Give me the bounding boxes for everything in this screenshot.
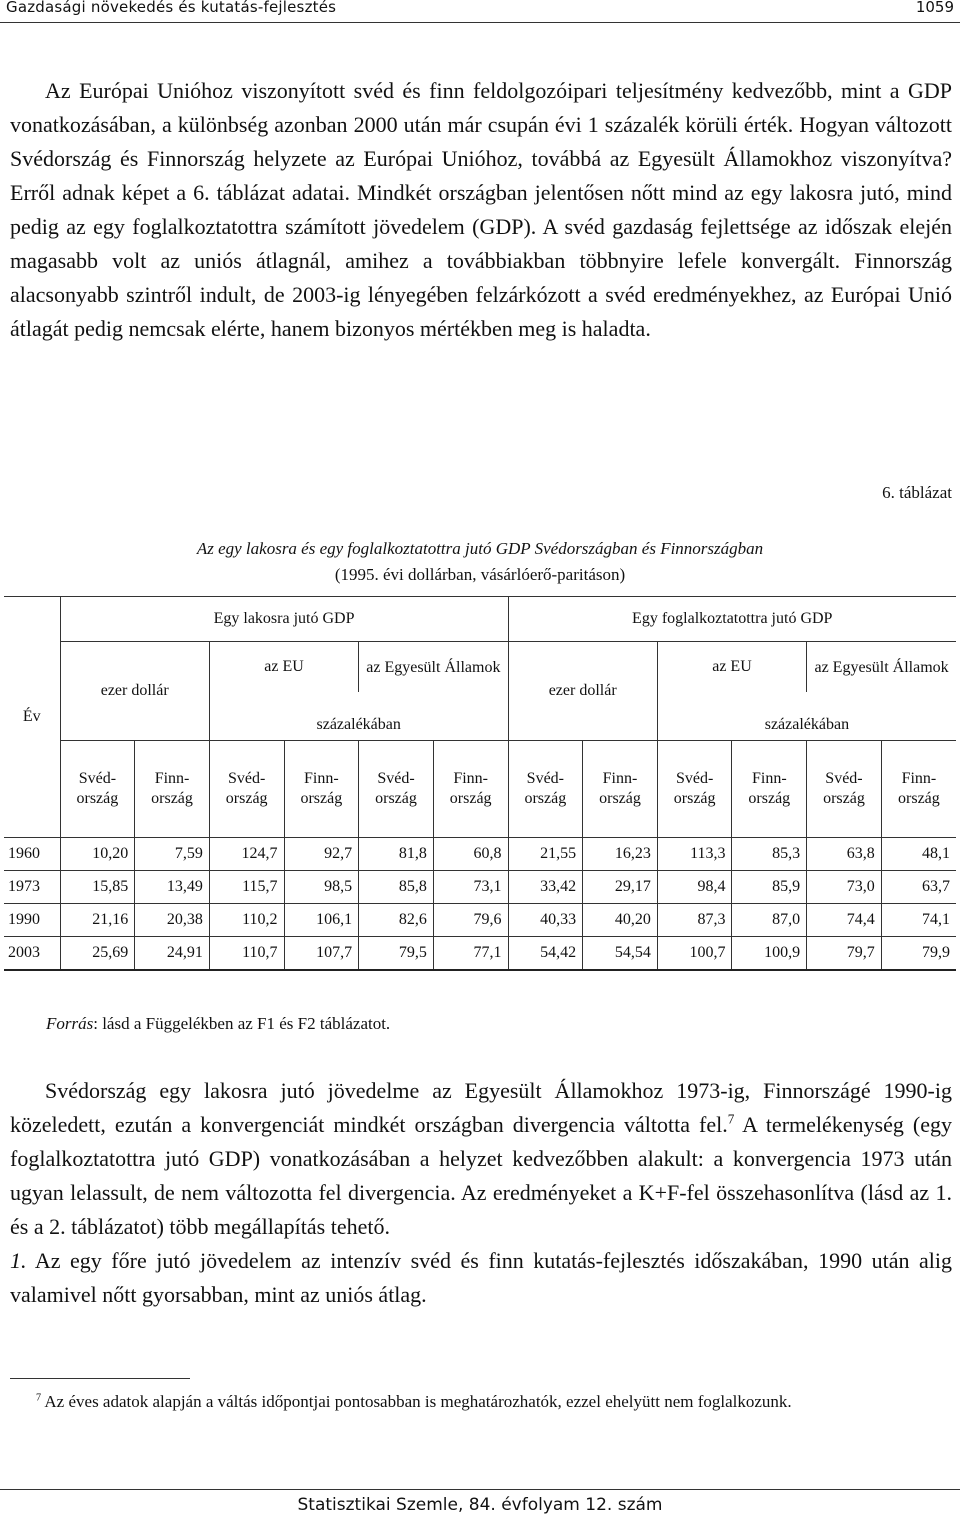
table-number: 6. táblázat bbox=[882, 483, 952, 502]
table-cell: 77,1 bbox=[433, 937, 508, 971]
country-header-fi: Finn-ország bbox=[881, 741, 956, 838]
table-cell: 110,7 bbox=[209, 937, 284, 971]
table-cell: 48,1 bbox=[881, 838, 956, 871]
group-header-per-capita: Egy lakosra jutó GDP bbox=[60, 597, 508, 642]
country-header-fi: Finn-ország bbox=[732, 741, 807, 838]
footnote bbox=[10, 1388, 952, 1416]
subheader-us: az Egyesült Államok bbox=[359, 642, 508, 693]
table-cell: 79,6 bbox=[433, 904, 508, 937]
country-header-fi: Finn-ország bbox=[284, 741, 359, 838]
table-cell: 63,7 bbox=[881, 871, 956, 904]
table-cell: 98,4 bbox=[657, 871, 732, 904]
table-cell: 21,55 bbox=[508, 838, 583, 871]
intro-paragraph: Az Európai Unióhoz viszonyított svéd és finn feldolgozóipari teljesítmény kedvezőbb, mint a GDP vonatkozásában, a különbség azonban 2000 után már csupán évi 1 százalék körüli érték. Hogyan változott Svédország és Finnország helyzete az Európai Unióhoz, továbbá az Egyesült Államokhoz viszonyítva? Erről adnak képet a 6. táblázat adatai. Mindkét országban jelentősen nőtt mind az egy lakosra jutó, mind pedig az egy foglalkoztatottra számított jövedelem (GDP). A svéd gazdaság fejlettsége az időszak elején magasabb volt az uniós átlagnál, amihez a továbbiakban többnyire lefele konvergált. Finnország alacsonyabb szintről indult, de 2003-ig lényegében felzárkózott a svéd eredményekhez, az Európai Unió átlagát pedig nemcsak elérte, hanem bizonyos mértékben meg is haladta. bbox=[10, 78, 952, 341]
table-cell: 60,8 bbox=[433, 838, 508, 871]
table-cell: 79,9 bbox=[881, 937, 956, 971]
table-cell: 40,33 bbox=[508, 904, 583, 937]
subheader-thousand-dollars: ezer dollár bbox=[508, 642, 657, 741]
table-cell: 110,2 bbox=[209, 904, 284, 937]
table-caption-title: Az egy lakosra és egy foglalkoztatottra jutó GDP Svédországban és Finnországban bbox=[196, 539, 764, 558]
country-header-se: Svéd-ország bbox=[508, 741, 583, 838]
subheader-thousand-dollars: ezer dollár bbox=[60, 642, 209, 741]
table-row bbox=[4, 871, 956, 904]
table-cell: 29,17 bbox=[583, 871, 658, 904]
table-cell: 21,16 bbox=[60, 904, 135, 937]
table-source bbox=[46, 1014, 390, 1034]
country-header-se: Svéd-ország bbox=[359, 741, 434, 838]
footnote-number: 7 bbox=[36, 1392, 42, 1404]
table-cell: 74,1 bbox=[881, 904, 956, 937]
country-header-se: Svéd-ország bbox=[60, 741, 135, 838]
table-cell: 115,7 bbox=[209, 871, 284, 904]
table-cell: 113,3 bbox=[657, 838, 732, 871]
page-number: 1059 bbox=[915, 0, 954, 16]
table-cell: 106,1 bbox=[284, 904, 359, 937]
table-cell: 24,91 bbox=[135, 937, 210, 971]
table-caption-subtitle: (1995. évi dollárban, vásárlóerő-paritáson) bbox=[334, 565, 626, 584]
country-header-fi: Finn-ország bbox=[433, 741, 508, 838]
table-cell: 85,9 bbox=[732, 871, 807, 904]
country-header-se: Svéd-ország bbox=[807, 741, 882, 838]
table-cell: 81,8 bbox=[359, 838, 434, 871]
subheader-us: az Egyesült Államok bbox=[807, 642, 956, 693]
subheader-eu: az EU bbox=[209, 642, 358, 693]
year-header: Év bbox=[4, 597, 60, 838]
list-marker: 1. bbox=[10, 1248, 27, 1273]
table-cell: 100,9 bbox=[732, 937, 807, 971]
table-cell: 16,23 bbox=[583, 838, 658, 871]
table-cell: 82,6 bbox=[359, 904, 434, 937]
paragraph-text: Svédország egy lakosra jutó jövedelme az Egyesült Államokhoz 1973-ig, Finnországé 1990-ig közeledett, ezután a konvergenciát mindkét országban divergencia váltotta fel. bbox=[10, 1078, 952, 1137]
country-header-fi: Finn-ország bbox=[135, 741, 210, 838]
running-footer: Statisztikai Szemle, 84. évfolyam 12. szám bbox=[0, 1489, 960, 1520]
table-cell: 92,7 bbox=[284, 838, 359, 871]
footnote-divider bbox=[10, 1378, 190, 1379]
table-cell: 98,5 bbox=[284, 871, 359, 904]
table-cell: 100,7 bbox=[657, 937, 732, 971]
table-cell: 87,0 bbox=[732, 904, 807, 937]
paragraph-text: A termelékenység (egy foglalkoztatottra jutó GDP) vonatkozásában a helyzet kedvezőbben alakult: a konvergencia 1973 után ugyan lelassult, de nem változotta fel divergencia. Az eredményeket a K+F-fel összehasonlítva (lásd az 1. és a 2. táblázatot) több megállapítás tehető. bbox=[10, 1112, 952, 1239]
table-cell: 87,3 bbox=[657, 904, 732, 937]
table-cell: 85,8 bbox=[359, 871, 434, 904]
table-cell: 25,69 bbox=[60, 937, 135, 971]
table-cell: 10,20 bbox=[60, 838, 135, 871]
footnote-reference[interactable]: 7 bbox=[727, 1111, 735, 1127]
table-cell: 107,7 bbox=[284, 937, 359, 971]
country-header-fi: Finn-ország bbox=[583, 741, 658, 838]
subheader-percent: százalékában bbox=[657, 692, 956, 741]
header-title: Gazdasági növekedés és kutatás-fejlesztés bbox=[6, 0, 337, 16]
table-cell: 54,42 bbox=[508, 937, 583, 971]
table-cell: 1973 bbox=[4, 871, 60, 904]
table-row bbox=[4, 838, 956, 871]
table-cell: 33,42 bbox=[508, 871, 583, 904]
table-cell: 79,7 bbox=[807, 937, 882, 971]
table-cell: 1960 bbox=[4, 838, 60, 871]
source-text: : lásd a Függelékben az F1 és F2 táblázatot. bbox=[93, 1014, 391, 1033]
table-cell: 20,38 bbox=[135, 904, 210, 937]
gdp-table bbox=[4, 596, 956, 971]
table-cell: 13,49 bbox=[135, 871, 210, 904]
group-header-per-employed: Egy foglalkoztatottra jutó GDP bbox=[508, 597, 956, 642]
table-cell: 2003 bbox=[4, 937, 60, 971]
country-header-se: Svéd-ország bbox=[209, 741, 284, 838]
footnote-text: Az éves adatok alapján a váltás időpontjai pontosabban is meghatározhatók, ezzel ehelyütt nem foglalkozunk. bbox=[41, 1392, 792, 1411]
table-cell: 124,7 bbox=[209, 838, 284, 871]
table-row bbox=[4, 904, 956, 937]
table-cell: 54,54 bbox=[583, 937, 658, 971]
country-header-se: Svéd-ország bbox=[657, 741, 732, 838]
source-label: Forrás bbox=[46, 1014, 94, 1033]
list-item-text: Az egy főre jutó jövedelem az intenzív svéd és finn kutatás-fejlesztés időszakában, 1990 után alig valamivel nőtt gyorsabban, mint az uniós átlag. bbox=[10, 1248, 952, 1307]
subheader-percent: százalékában bbox=[209, 692, 508, 741]
table-cell: 79,5 bbox=[359, 937, 434, 971]
table-cell: 1990 bbox=[4, 904, 60, 937]
table-cell: 7,59 bbox=[135, 838, 210, 871]
table-cell: 73,1 bbox=[433, 871, 508, 904]
subheader-eu: az EU bbox=[657, 642, 806, 693]
running-header bbox=[0, 0, 960, 23]
table-cell: 73,0 bbox=[807, 871, 882, 904]
table-cell: 63,8 bbox=[807, 838, 882, 871]
table-cell: 74,4 bbox=[807, 904, 882, 937]
table-row bbox=[4, 937, 956, 971]
analysis-paragraph bbox=[10, 1074, 952, 1312]
table-cell: 85,3 bbox=[732, 838, 807, 871]
table-cell: 15,85 bbox=[60, 871, 135, 904]
table-cell: 40,20 bbox=[583, 904, 658, 937]
